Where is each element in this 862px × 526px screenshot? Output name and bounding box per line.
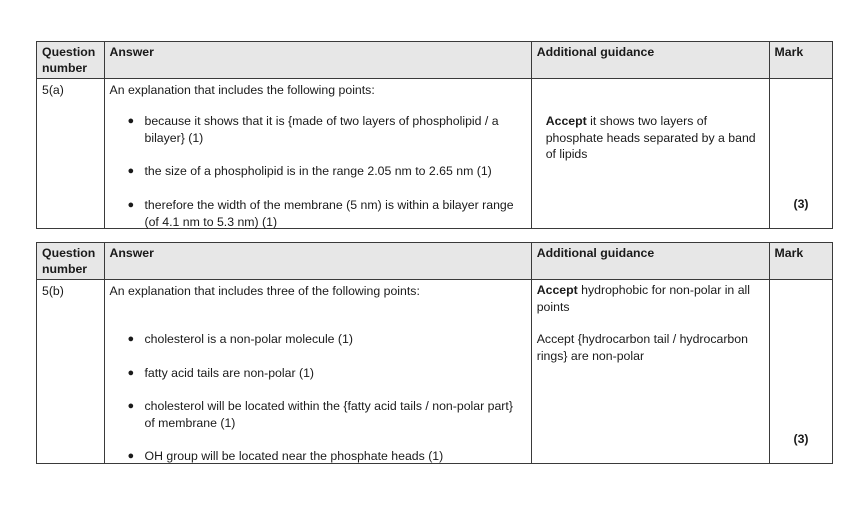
list-item: ● cholesterol will be located within the {fatty acid tails / non-polar part} of membrane (1) bbox=[127, 399, 513, 430]
question-number: 5(a) bbox=[37, 79, 105, 229]
answer-intro: An explanation that includes three of the following points: bbox=[109, 284, 420, 298]
bullet-icon: ● bbox=[127, 400, 135, 412]
header-mark: Mark bbox=[769, 42, 833, 79]
header-additional-guidance: Additional guidance bbox=[531, 243, 769, 280]
list-item: ● therefore the width of the membrane (5 nm) is within a bilayer range (of 4.1 nm to 5.3 nm) (1) bbox=[127, 198, 514, 229]
guidance-cell bbox=[531, 280, 769, 464]
mark-value: (3) bbox=[793, 197, 809, 211]
answer-cell bbox=[104, 79, 531, 229]
answer-cell bbox=[104, 280, 531, 464]
mark-cell bbox=[769, 280, 833, 464]
header-answer: Answer bbox=[104, 42, 531, 79]
header-answer: Answer bbox=[104, 243, 531, 280]
guidance-text: Accept {hydrocarbon tail / hydrocarbon rings} are non-polar bbox=[536, 332, 748, 363]
list-item: ● fatty acid tails are non-polar (1) bbox=[127, 366, 315, 380]
guidance-text: Accept it shows two layers of phosphate heads separated by a band of lipids bbox=[545, 114, 756, 161]
mark-scheme-table-5b bbox=[36, 242, 833, 464]
mark-scheme-table-5a bbox=[36, 41, 833, 229]
guidance-cell bbox=[531, 79, 769, 229]
list-item: ● the size of a phospholipid is in the range 2.05 nm to 2.65 nm (1) bbox=[127, 164, 492, 178]
header-question-number: Question number bbox=[37, 243, 105, 280]
bullet-icon: ● bbox=[127, 115, 135, 127]
answer-intro: An explanation that includes the following points: bbox=[109, 83, 375, 97]
header-question-number: Question number bbox=[37, 42, 105, 79]
list-item: ● cholesterol is a non-polar molecule (1) bbox=[127, 332, 353, 346]
bullet-icon: ● bbox=[127, 199, 135, 211]
header-additional-guidance: Additional guidance bbox=[531, 42, 769, 79]
list-item: ● because it shows that it is {made of two layers of phospholipid / a bilayer} (1) bbox=[127, 114, 499, 145]
bullet-icon: ● bbox=[127, 333, 135, 345]
bullet-icon: ● bbox=[127, 165, 135, 177]
mark-value: (3) bbox=[793, 432, 809, 446]
header-mark: Mark bbox=[769, 243, 833, 280]
list-item: ● OH group will be located near the phosphate heads (1) bbox=[127, 449, 444, 463]
guidance-text: Accept hydrophobic for non-polar in all points bbox=[536, 283, 750, 314]
mark-cell bbox=[769, 79, 833, 229]
bullet-icon: ● bbox=[127, 367, 135, 379]
question-number: 5(b) bbox=[37, 280, 105, 464]
bullet-icon: ● bbox=[127, 450, 135, 462]
